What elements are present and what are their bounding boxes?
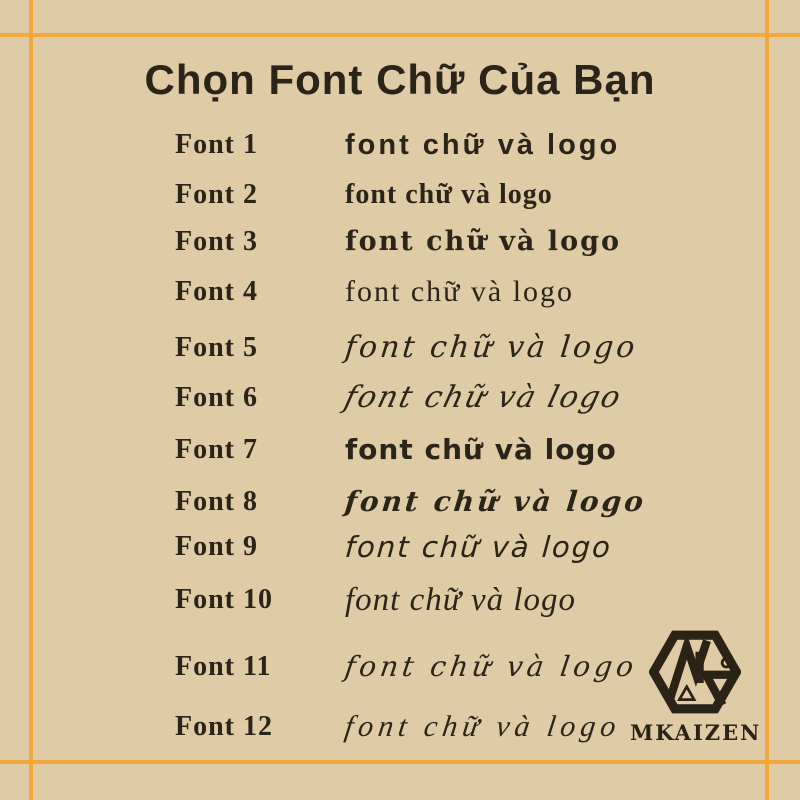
font-row-8 xyxy=(175,480,648,524)
font-sample: font chữ và logo xyxy=(340,380,626,415)
font-row-3 xyxy=(175,220,645,264)
font-row-11 xyxy=(175,645,645,689)
font-row-4 xyxy=(175,270,645,314)
page-title: Chọn Font Chữ Của Bạn xyxy=(144,56,656,103)
font-label: Font 6 xyxy=(175,382,258,413)
font-row-10 xyxy=(175,578,645,622)
font-label: Font 9 xyxy=(175,531,258,562)
font-sample: font chữ và logo xyxy=(345,582,577,618)
font-row-6 xyxy=(175,376,645,420)
font-sample: font chữ và logo xyxy=(345,226,621,257)
font-sample: font chữ và logo xyxy=(345,433,617,466)
frame-line-top xyxy=(0,33,800,37)
font-label: Font 12 xyxy=(175,711,273,742)
brand-block xyxy=(630,626,760,745)
font-label: Font 8 xyxy=(175,486,258,517)
font-sample: font chữ và logo xyxy=(345,275,575,308)
frame-line-right xyxy=(765,0,769,800)
font-label: Font 3 xyxy=(175,226,258,257)
font-sample: font chữ và logo xyxy=(343,530,614,564)
font-row-12 xyxy=(175,705,645,749)
font-row-9 xyxy=(175,525,645,569)
font-sample: font chữ và logo xyxy=(343,330,640,365)
font-row-7 xyxy=(175,428,645,472)
font-label: Font 4 xyxy=(175,276,258,307)
font-row-1 xyxy=(175,123,645,167)
font-sample: font chữ và logo xyxy=(342,710,623,743)
font-sample: font chữ và logo xyxy=(342,650,640,683)
font-label: Font 2 xyxy=(175,179,258,210)
font-label: Font 10 xyxy=(175,584,273,615)
font-row-5 xyxy=(175,326,645,370)
font-label: Font 5 xyxy=(175,332,258,363)
brand-name: MKAIZEN xyxy=(630,720,762,745)
font-sample: font chữ và logo xyxy=(343,485,648,518)
font-row-2 xyxy=(175,173,645,217)
font-label: Font 1 xyxy=(175,129,258,160)
font-label: Font 7 xyxy=(175,434,258,465)
font-sample: font chữ và logo xyxy=(345,179,553,210)
font-sample: font chữ và logo xyxy=(345,129,621,161)
frame-line-left xyxy=(29,0,33,800)
font-label: Font 11 xyxy=(175,651,272,682)
frame-line-bottom xyxy=(0,760,800,764)
mkaizen-logo-icon xyxy=(649,626,741,718)
